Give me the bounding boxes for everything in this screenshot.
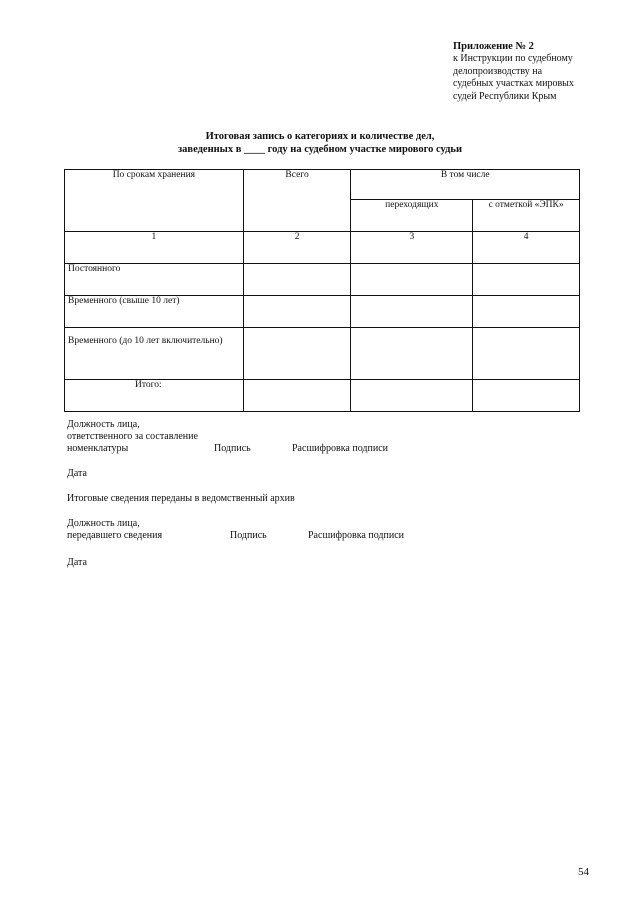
header-total: Всего (243, 170, 351, 232)
appendix-line: судебных участках мировых (453, 78, 574, 89)
signature-decode-label: Расшифровка подписи (308, 530, 404, 541)
date-label: Дата (67, 468, 87, 479)
position-label: Должность лица, (67, 518, 140, 529)
position-label: передавшего сведения (67, 530, 163, 541)
archive-statement: Итоговые сведения переданы в ведомственный архив (67, 493, 295, 504)
column-number: 2 (243, 232, 351, 264)
total-label: Итого: (65, 380, 244, 412)
table-cell (243, 328, 351, 380)
row-label: Временного (до 10 лет включительно) (65, 328, 244, 380)
signature-label: Подпись (230, 530, 267, 541)
document-title-line2: заведенных в ____ году на судебном участке мирового судьи (177, 144, 463, 155)
appendix-line: судей Республики Крым (453, 90, 557, 102)
table-cell (351, 296, 473, 328)
document-title-line1: Итоговая запись о категориях и количестве дел, (205, 131, 435, 142)
row-label: Постоянного (65, 264, 244, 296)
document-title (40, 130, 600, 156)
appendix-line: к Инструкции по судебному (453, 53, 573, 64)
signature-decode-label: Расшифровка подписи (292, 443, 388, 454)
table-cell (473, 296, 580, 328)
table-row (65, 264, 580, 296)
table-row (65, 296, 580, 328)
page-number: 54 (578, 866, 589, 878)
header-including: В том числе (351, 170, 580, 200)
appendix-block (453, 40, 633, 103)
header-transitional: переходящих (351, 200, 473, 232)
date-label: Дата (67, 557, 87, 568)
table-cell (473, 264, 580, 296)
table-cell (351, 328, 473, 380)
table-cell (351, 380, 473, 412)
signature-label: Подпись (214, 443, 251, 454)
header-epk: с отметкой «ЭПК» (473, 200, 580, 232)
header-storage: По срокам хранения (65, 170, 244, 232)
position-label: номенклатуры (67, 443, 129, 454)
table-row (65, 380, 580, 412)
column-number: 4 (473, 232, 580, 264)
table-cell (473, 380, 580, 412)
table-cell (243, 380, 351, 412)
table-row (65, 328, 580, 380)
table-cell (243, 296, 351, 328)
position-label: Должность лица, (67, 419, 140, 430)
table-cell (473, 328, 580, 380)
summary-table (64, 169, 580, 412)
row-label: Временного (свыше 10 лет) (65, 296, 244, 328)
column-number: 3 (351, 232, 473, 264)
table-cell (351, 264, 473, 296)
table-cell (243, 264, 351, 296)
appendix-line: делопроизводству на (453, 65, 543, 77)
position-label: ответственного за составление (67, 431, 198, 442)
appendix-title: Приложение № 2 (453, 41, 534, 52)
column-number: 1 (65, 232, 244, 264)
